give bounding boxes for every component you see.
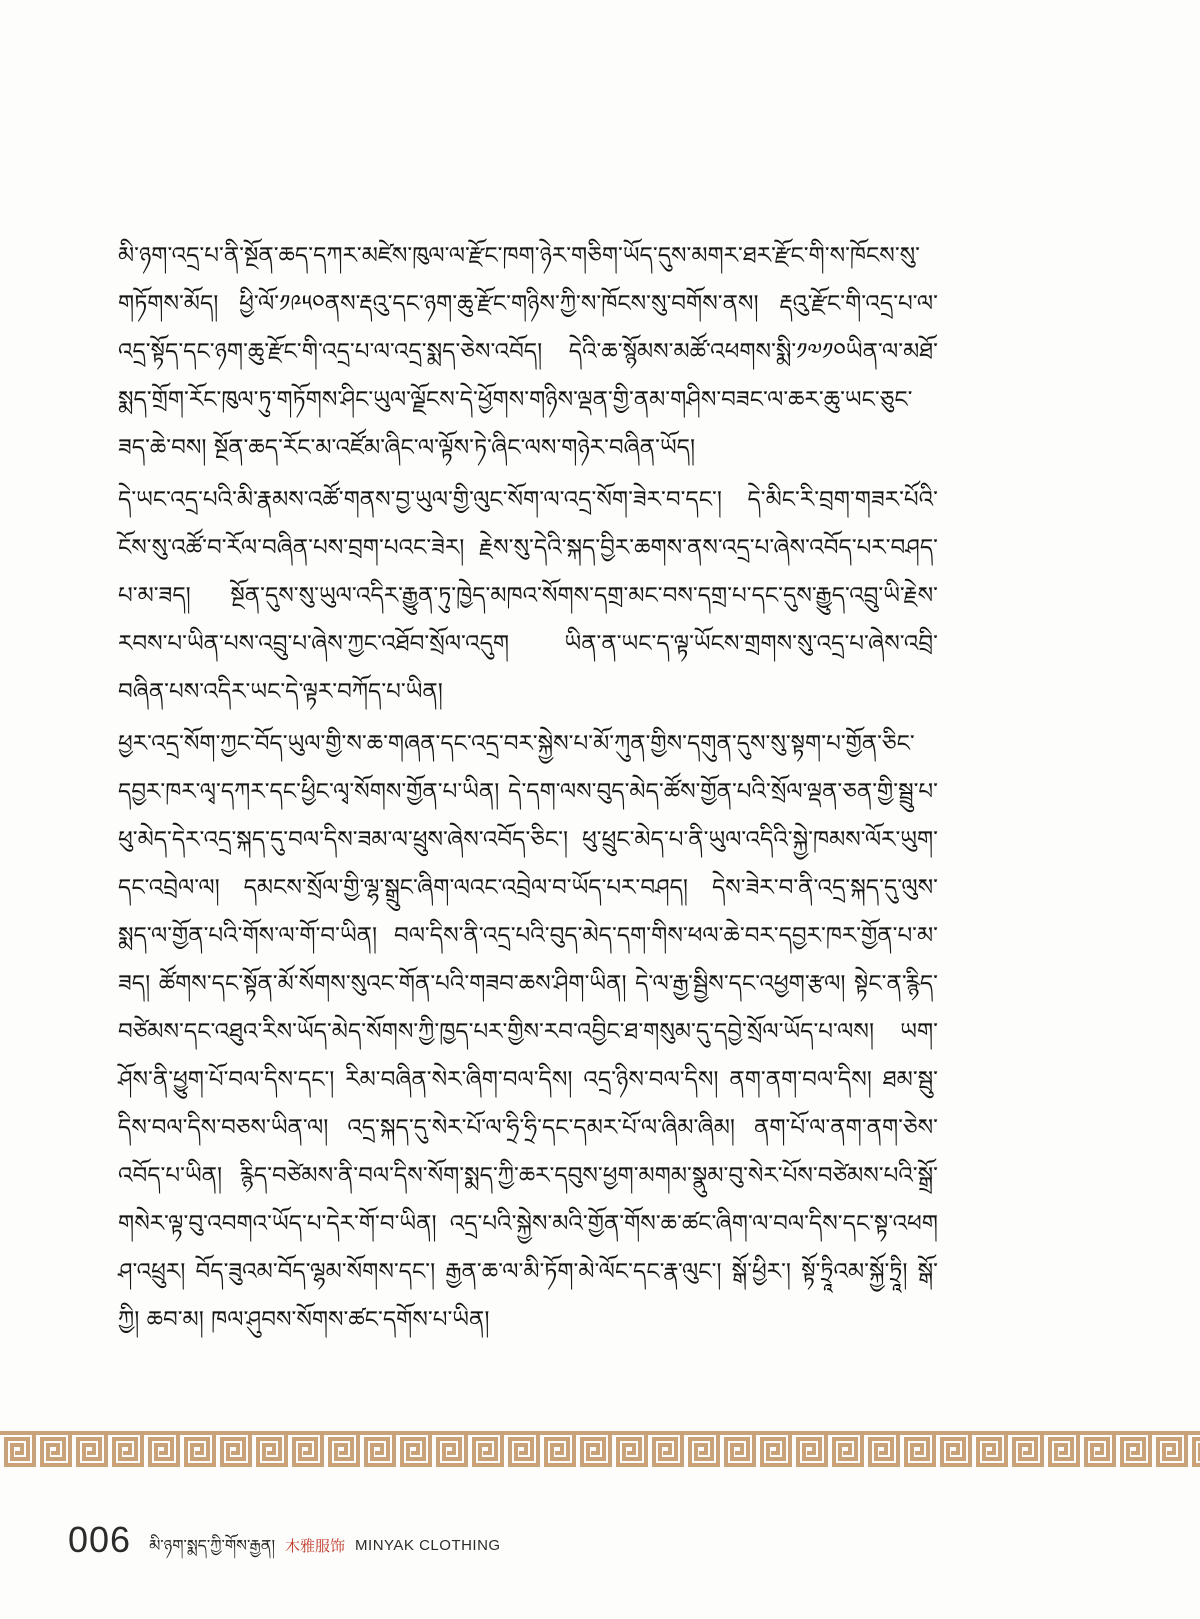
paragraph-3: ཕྱར་འདྲ་སོག་ཀྱང་བོད་ཡུལ་གྱི་ས་ཆ་གཞན་དང་འདྲ་བར་སྐྱེས་པ་མོ་ཀུན་གྱིས་དགུན་དུས་སུ་སྟག་པ་གྱོན་ཅིང་དབྱར་ཁར་ལྭ་དཀར་དང་ཕྱིང་ལྭ་སོགས་གྱོན་པ་ཡིན། དེ་དག་ལས་བུད་མེད་ཚོས་གྱོན་པའི་སྲོལ་ལྡན་ཅན་གྱི་སྦྲུ་པ་ཕུ་མེད་དེར་འདྲ་སྐད་དུ་བལ་དིས་ཟམ་ལ་ཕྲུས་ཞེས་འབོད་ཅིང་། ཕུ་ཕྲུང་མེད་པ་ནི་ཡུལ་འདིའི་སྐྱེ་ཁམས་ལོར་ཡུག་དང་འབྲེལ་ལ། དམངས་སྲོལ་གྱི་ལྷ་སྒྲུང་ཞིག་ལའང་འབྲེལ་བ་ཡོད་པར་བཤད། དེས་ཟེར་བ་ནི་འདྲ་སྐད་དུ་ལུས་སྨད་ལ་གྱོན་པའི་གོས་ལ་གོ་བ་ཡིན། བལ་དིས་ནི་འདྲ་པའི་བུད་མེད་དག་གིས་ཕལ་ཆེ་བར་དབྱར་ཁར་གྱོན་པ་མ་ཟད། ཚོགས་དང་སྟོན་མོ་སོགས་སུའང་གོན་པའི་གཟབ་ཆས་ཤིག་ཡིན། དེ་ལ་རྒྱ་སྦྱིས་དང་འཕྱག་རྩལ། སྟེང་ན་རྙིད་བཙེམས་དང་འཐུའ་རིས་ཡོད་མེད་སོགས་ཀྱི་ཁྱད་པར་གྱིས་རབ་འབྱིང་ཐ་གསུམ་དུ་དབྱེ་སྲོལ་ཡོད་པ་ལས། ཡག་ཤོས་ནི་ཕྱུག་པོ་བལ་དིས་དང་། རིམ་བཞིན་སེར་ཞིག་བལ་དིས། འདྲ་ཉིས་བལ་དིས། ནག་ནག་བལ་དིས། ཐམ་སྦུ་དིས་བལ་དིས་བཅས་ཡིན་ལ། འདྲ་སྐད་དུ་སེར་པོ་ལ་ཧྲི་ཧྲི་དང་དམར་པོ་ལ་ཞིམ་ཞིམ། ནག་པོ་ལ་ནག་ནག་ཅེས་འབོད་པ་ཡིན། རྙིད་བཙེམས་ནི་བལ་དིས་སོག་སྨད་ཀྱི་ཆར་དབུས་ཕྱག་མགམ་སྣུམ་བུ་སེར་པོས་བཙེམས་པའི་སྒྲོ་གསེར་ལྟ་བུ་འབགའ་ཡོད་པ་དེར་གོ་བ་ཡིན། འདྲ་པའི་སྐྱེས་མའི་གྱོན་གོས་ཆ་ཚང་ཞིག་ལ་བལ་དིས་དང་སྟ་འཕག ཤ་འཕྲུར། བོད་ཟུའམ་བོད་ལྷམ་སོགས་དང་། རྒྱན་ཆ་ལ་མི་ཏོག་མེ་ལོང་དང་རྣ་ལུང་། སྒོ་ཕྱིར་། སྟོ་ཏྲཱིའམ་སྐྱོ་ཏྲཱི། སྒོ་ཀྱི། ཆབ་མ། ཁལ་ཤུབས་སོགས་ཚང་དགོས་པ་ཡིན། [118, 731, 938, 1333]
book-title-tibetan: མི་ཉག་སྨད་ཀྱི་གོས་རྒྱན། [149, 1536, 276, 1555]
book-title-chinese: 木雅服饰 [285, 1537, 346, 1555]
paragraph-2: དེ་ཡང་འདྲ་པའི་མི་རྣམས་འཚོ་གནས་བྱ་ཡུལ་གྱི་ལུང་སོག་ལ་འདྲ་སོག་ཟེར་བ་དང་། དེ་མིང་རི་བྲག་གཟར་པོའི་ངོས་སུ་འཚོ་བ་རོལ་བཞིན་པས་བྲག་པའང་ཟེར། རྗེས་སུ་དེའི་སྐད་བྱིར་ཆགས་ནས་འདྲ་པ་ཞེས་འབོད་པར་བཤད་པ་མ་ཟད། སྔོན་དུས་སུ་ཡུལ་འདིར་རྒྱུན་ཏུ་ཁྱེད་མཁའ་སོགས་དགྲ་མང་བས་དགྲ་པ་དང་དུས་རྒྱུད་འབྲུ་ཡི་རྗེས་རབས་པ་ཡིན་པས་འབྲུ་པ་ཞེས་ཀྱང་འཐོབ་སྲོལ་འདུག ཡིན་ན་ཡང་ད་ལྟ་ཡོངས་གྲགས་སུ་འདྲ་པ་ཞེས་འབྲི་བཞིན་པས་འདིར་ཡང་དེ་ལྟར་བཀོད་པ་ཡིན། [118, 487, 938, 705]
paragraph-1: མི་ཉག་འདྲ་པ་ནི་སྔོན་ཆད་དཀར་མཛེས་ཁུལ་ལ་རྫོང་ཁག་ཉེར་གཅིག་ཡོད་དུས་མགར་ཐར་རྫོང་གི་ས་ཁོངས་སུ་གཏོགས་མོད། ཕྱི་ལོ་༡༩༥༠ནས་རྡའུ་དང་ཉག་ཆུ་རྫོང་གཉིས་ཀྱི་ས་ཁོངས་སུ་བགོས་ནས། རྡའུ་རྫོང་གི་འདྲ་པ་ལ་འདྲ་སྟོད་དང་ཉག་ཆུ་རྫོང་གི་འདྲ་པ་ལ་འདྲ་སྨད་ཅེས་འབོད། དེའི་ཆ་སྙོམས་མཚོ་འཕགས་སྨི་༡༧༡༠ཡིན་ལ་མཐོ་སྨད་གྲོག་རོང་ཁུལ་ཏུ་གཏོགས་ཤིང་ཡུལ་ལྗོངས་དེ་ཕྱོགས་གཉིས་ལྡན་གྱི་ནམ་གཤིས་བཟང་ལ་ཆར་ཆུ་ཡང་ཅུང་ཟད་ཆེ་བས། སྔོན་ཆད་རོང་མ་འཛོམ་ཞིང་ལ་ལྟོས་ཏེ་ཞིང་ལས་གཉེར་བཞིན་ཡོད། [118, 243, 938, 461]
page-footer [68, 1508, 501, 1558]
body-text [118, 232, 938, 1348]
fret-border-svg [0, 1430, 1200, 1468]
decorative-fret-border [0, 1430, 1200, 1468]
book-title-english: MINYAK CLOTHING [355, 1537, 501, 1554]
page-number: 006 [68, 1519, 132, 1560]
